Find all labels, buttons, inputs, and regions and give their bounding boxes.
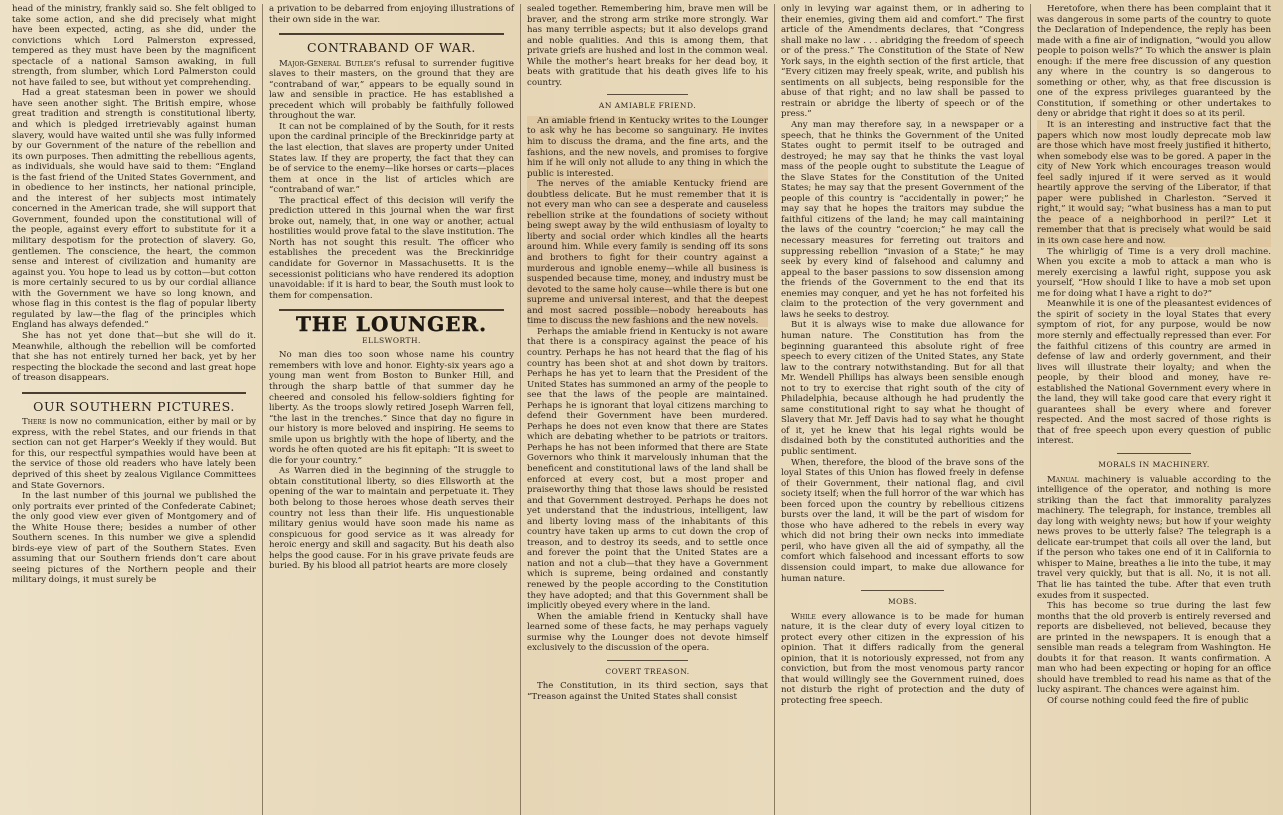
- lead-word: There: [22, 417, 47, 428]
- subheading-amiable-friend: AN AMIABLE FRIEND.: [598, 101, 697, 111]
- paragraph: sealed together. Remembering him, brave men will be braver, and the strong arm strike more strongly. War has many terrible aspects; but it also develops grand and noble qualities. And this is among them, that private griefs are hushed and lost in the common weal. While the mother’s heart breaks for her dead boy, it beats with gratitude that his death gives life to his country.: [527, 4, 768, 88]
- paragraph-text: every allowance is to be made for human nature, it is the clear duty of every loyal citizen to protect every other citizen in the expression of his opinion. That it differs radically from the general opinion, that it is notoriously expressed, not from any conviction, but from the most venomous party rancor that would willingly see the Government ruined, does not disturb the right of protection and the duty of protecting free speech.: [781, 611, 1025, 706]
- lead-word: While: [791, 611, 816, 622]
- paragraph: As Warren died in the beginning of the struggle to obtain constitutional liberty, so dies Ellsworth at the opening of the war to maintain and perpetuate it. They both belong to those heroes whose death serves their country not less than their life. His unquestionable military genius would have soon made his name as conspicuous for good service as it was already for heroic energy and skill and sagacity. But his death also helps the good cause. For in his grave private feuds are buried. By his blood all patriot hearts are more closely: [269, 466, 514, 572]
- column-3: [520, 4, 774, 815]
- lounger-masthead: THE LOUNGER.: [295, 312, 488, 337]
- section-divider: [607, 94, 688, 95]
- paragraph: In the last number of this journal we published the only portraits ever printed of the Confederate Cabinet; the only good view ever given of Montgomery and of the White House there; besides a number of other Southern scenes. In this number we give a splendid birds-eye view of part of the Southern States. Even assuming that our Southern friends don’t care about seeing pictures of the Northern people and their military doings, it must surely be: [12, 491, 256, 586]
- paragraph: Meanwhile it is one of the pleasantest evidences of the spirit of society in the loyal States that every symptom of riot, for any purpose, would be now more sternly and effectually repressed than ever. For the faithful citizens of this country are armed in defense of law and orderly government, and their lives will illustrate their loyalty; and when the people, by their blood and money, have re-established the National Government every where in the land, they will take good care that every right it guarantees shall be every where and forever respected. And the most sacred of those rights is that of free speech upon every question of public interest.: [1037, 299, 1271, 447]
- paragraph-text: is now no communication, either by mail or by express, with the rebel States, and our friends in that section can not get Harper’s Weekly if they would. But for this, our respectful sympathies would have been at the service of those old readers who have lately been deprived of this sheet by zealous Vigilance Committees and State Governors.: [12, 417, 256, 491]
- paragraph: head of the ministry, frankly said so. She felt obliged to take some action, and she did precisely what might have been expected, acting, as she did, under the convictions which Lord Palmerston expressed, tempered as they must have been by the magnificent spectacle of a national Samson awaking, in full strength, from slumber, which Lord Palmerston could not have failed to see, but without yet comprehending.: [12, 4, 256, 88]
- paragraph: a privation to be debarred from enjoying illustrations of their own side in the war.: [269, 4, 514, 25]
- paragraph: The Constitution, in its third section, says that “Treason against the United States shall consist: [527, 681, 768, 702]
- lead-word: Manual: [1047, 474, 1079, 485]
- paragraph: When the amiable friend in Kentucky shall have learned some of these facts, he may perhaps vaguely surmise why the Lounger does not devote himself exclusively to the discussion of the opera.: [527, 611, 768, 654]
- subheading-morals-machinery: MORALS IN MACHINERY.: [1098, 459, 1210, 469]
- paragraph: Perhaps the amiable friend in Kentucky is not aware that there is a conspiracy against the peace of his country. Perhaps he has not heard that the flag of his country has been shot at and shot down by traitors. Perhaps he has yet to learn that the President of the United States has summoned an army of the people to see that the laws of the people are maintained. Perhaps he is ignorant that loyal citizens marching to defend their Government have been murdered. Perhaps he does not even know that there are States which are debating whether to be patriots or traitors. Perhaps he has not been informed that there are State Governors who think it marvelously inhuman that the beneficent and constitutional laws of the land shall be enforced at every cost, but a most proper and praiseworthy thing that those laws should be resisted and that Government destroyed. Perhaps he does not yet understand that the industrious, intelligent, law and liberty loving mass of the inhabitants of this country have taken up arms to cut down the crop of treason, and to destroy its seeds, and to settle once and forever the point that the United States are a nation and not a club—that they have a Government which is supreme, being ordained and constantly renewed by the people according to the Constitution they have adopted; and that this Government shall be implicitly obeyed every where in the land.: [527, 326, 768, 612]
- paragraph: But it is always wise to make due allowance for human nature. The Constitution has from the beginning guaranteed this absolute right of free speech to every citizen of the United States, any State law to the contrary notwithstanding. But for all that Mr. Wendell Phillips has always been sensible enough not to try to exercise that right south of the city of Philadelphia, because although he had prudently the same constitutional right to say what he thought of Slavery that Mr. Jeff Davis had to say what he thought of it, yet he knew that his legal rights would be disdained both by the constituted authorities and the public sentiment.: [781, 320, 1024, 457]
- section-title-contraband: CONTRABAND OF WAR.: [306, 40, 476, 56]
- section-divider: [279, 33, 504, 35]
- column-2: [262, 4, 520, 815]
- paragraph: It is an interesting and instructive fact that the papers which now most loudly deprecate mob law are those which have most freely justified it hitherto, when somebody else was to be gored. A paper in the city of New York which encourages treason would feel sadly injured if it were served as it would heartily approve the serving of the Liberator, if that paper were published in Charleston. “Served it right,” it would say; “what business has a man to put the peace of a neighborhood in peril?” Let it remember that that is precisely what would be said in its own case here and now.: [1037, 120, 1271, 247]
- paragraph: No man dies too soon whose name his country remembers with love and honor. Eighty-six years ago a young man went from Boston to Bunker Hill, and through the sharp battle of that summer day he cheered and consoled his fellow-soldiers fighting for liberty. As the troops slowly retired Joseph Warren fell, “the last in the trenches.” Since that day no figure in our history is more beloved and inspiring. He seems to smile upon us brightly with the hope of liberty, and the words he often quoted are his fit epitaph: “It is sweet to die for your country.”: [269, 350, 514, 466]
- paragraph-text: machinery is valuable according to the intelligence of the operator, and nothing is more striking than the fact that immorality paralyzes machinery. The telegraph, for instance, trembles all day long with weighty news; but how if your weighty news proves to be utterly false? The telegraph is a delicate ear-trumpet that coils all over the land, but if the person who takes one end of it in California to whisper to Maine, breathes a lie into the tube, it may travel very quickly, but that is all. No, it is not all. That lie has tainted the tube. After that even truth exudes from it suspected.: [1037, 474, 1271, 601]
- paragraph: When, therefore, the blood of the brave sons of the loyal States of this Union has flowed freely in defense of their Government, their national flag, and civil society itself; when the full horror of the war which has been forced upon the country by rebellious citizens bursts over the land, it will be the part of wisdom for those who have adhered to the rebels in every way which did not bring their own necks into immediate peril, who have given all the aid of sympathy, all the comfort which falsehood and incessant efforts to sow dissension could impart, to make due allowance for human nature.: [781, 457, 1024, 584]
- paragraph: Heretofore, when there has been complaint that it was dangerous in some parts of the country to quote the Declaration of Independence, the reply has been made with a fine air of indignation, “would you allow people to poison wells?” To which the answer is plain enough: if the mere free discussion of any question any where in the country is so dangerous to something or other, why, as that free discussion is one of the express privileges guaranteed by the Constitution, if something or other undertakes to deny or abridge that right it does so at its peril.: [1037, 4, 1271, 120]
- section-divider: [861, 590, 944, 591]
- subheading-mobs: MOBS.: [887, 597, 918, 607]
- paragraph: The whirligig of Time is a very droll machine. When you excite a mob to attack a man who is merely exercising a lawful right, suppose you ask yourself, “How should I like to have a mob set upon me for doing what I have a right to do?”: [1037, 246, 1271, 299]
- lead-word: Major-General Butler’s: [279, 58, 381, 69]
- paragraph: Any man may therefore say, in a newspaper or a speech, that he thinks the Government of the United States ought to permit itself to be outraged and destroyed; he may say that he thinks the vast loyal mass of the people ought to substitute the League of the Slave States for the Constitution of the United States; he may say that the present Government of the people of this country is “accidentally in power;” he may say that he hopes the traitors may subdue the faithful citizens of the land; he may call maintaining the laws of the country “coercion;” he may call the necessary measures for ferreting out traitors and suppressing rebellion “invasion of a State;” he may seek by every kind of falsehood and calumny and appeal to the baser passions to sow dissension among the friends of the Government to the end that its enemies may conquer, and yet he has not forfeited his claim to the protection of the very government and laws he seeks to destroy.: [781, 120, 1024, 320]
- paragraph-text: refusal to surrender fugitive slaves to their masters, on the ground that they are “contraband of war,” appears to be equally sound in law and sensible in practice. He has established a precedent which will probably be faithfully followed throughout the war.: [269, 58, 514, 122]
- paragraph: Of course nothing could feed the fire of public: [1047, 696, 1249, 706]
- section-divider: [607, 660, 688, 661]
- paragraph: Had a great statesman been in power we should have seen another sight. The British empire, whose great tradition and strength is constitutional liberty, and which is pledged irretrievably against human slavery, would have waited until she was fully informed by our Government of the nature of the rebellion and its own purposes. Then admitting the rebellious agents, as individuals, she would have said to them: “England is the fast friend of the United States Government, and in obedience to her instincts, her national principle, and the interest of her subjects most intimately concerned in the American trade, she will support that Government, founded upon the constitutional will of the people, against every effort to substitute for it a military despotism for the protection of slavery. Go, gentlemen. The conscience, the heart, the common sense and interest of civilization and humanity are against you. You hope to lead us by cotton—but cotton is more certainly secured to us by our cordial alliance with the Government we have so long known, and whose flag in this contest is the flag of popular liberty regulated by law—the flag of the principles which England has always defended.”: [12, 88, 256, 331]
- column-1: [6, 4, 262, 815]
- paragraph: It can not be complained of by the South, for it rests upon the cardinal principle of the Breckinridge party at the last election, that slaves are property under United States law. If they are property, the fact that they can be of service to the enemy—like horses or carts—places them at once in the list of articles which are “contraband of war.”: [269, 121, 514, 196]
- section-divider: [1117, 453, 1191, 454]
- paragraph: The practical effect of this decision will verify the prediction uttered in this journal when the war first broke out, namely, that, in one way or another, actual hostilities would prove fatal to the slave institution. The North has not sought this result. The officer who establishes the precedent was the Breckinridge candidate for Governor in Massachusetts. It is the secessionist politicians who have rendered its adoption unavoidable: if it is hard to bear, the South must look to them for compensation.: [269, 195, 514, 301]
- section-title-southern-pictures: OUR SOUTHERN PICTURES.: [33, 398, 235, 414]
- paragraph: She has not yet done that—but she will do it. Meanwhile, although the rebellion will be comforted that she has not entirely turned her back, yet by her respecting the blockade the second and last great hope of treason disappears.: [12, 330, 256, 384]
- column-4: [774, 4, 1030, 815]
- paragraph: The nerves of the amiable Kentucky friend are doubtless delicate. But he must remember that it is not every man who can see a desperate and causeless rebellion strike at the foundations of society without being swept away by the wild enthusiasm of loyalty to liberty and social order which kindles all the hearts around him. While every family is sending off its sons and brothers to fight for their country against a murderous and ignoble enemy—while all business is suspended because time, money, and industry must be devoted to the same holy cause—while there is but one supreme and universal interest, and that the deepest and most sacred possible—nobody hereabouts has time to discuss the new fashions and the new novels.: [527, 179, 768, 327]
- paragraph: only in levying war against them, or in adhering to their enemies, giving them aid and comfort.” The first article of the Amendments declares, that “Congress shall make no law . . . abridging the freedom of speech or of the press.” The Constitution of the State of New York says, in the eighth section of the first article, that “Every citizen may freely speak, write, and publish his sentiments on all subjects, being responsible for the abuse of that right; and no law shall be passed to restrain or abridge the liberty of speech or of the press.”: [781, 4, 1024, 120]
- column-5: [1030, 4, 1277, 815]
- paragraph: This has become so true during the last few months that the old proverb is entirely reversed and reports are disbelieved, not believed, because they are printed in the newspapers. It is enough that a sensible man reads a telegram from Washington. He doubts it for that reason. It wants confirmation. A man who had been expecting or hoping for an office should have trembled to read his name as that of the lucky aspirant. The chances were against him.: [1037, 601, 1271, 696]
- subheading-ellsworth: ELLSWORTH.: [362, 335, 421, 345]
- paragraph: An amiable friend in Kentucky writes to the Lounger to ask why he has become so sanguinary. He invites him to discuss the drama, and the fine arts, and the fashions, and the new novels, and promises to forgive him if he will only not allude to any thing in which the public is interested.: [527, 115, 768, 179]
- section-divider: [279, 309, 504, 311]
- section-divider: [22, 392, 246, 394]
- subheading-covert-treason: COVERT TREASON.: [605, 666, 690, 676]
